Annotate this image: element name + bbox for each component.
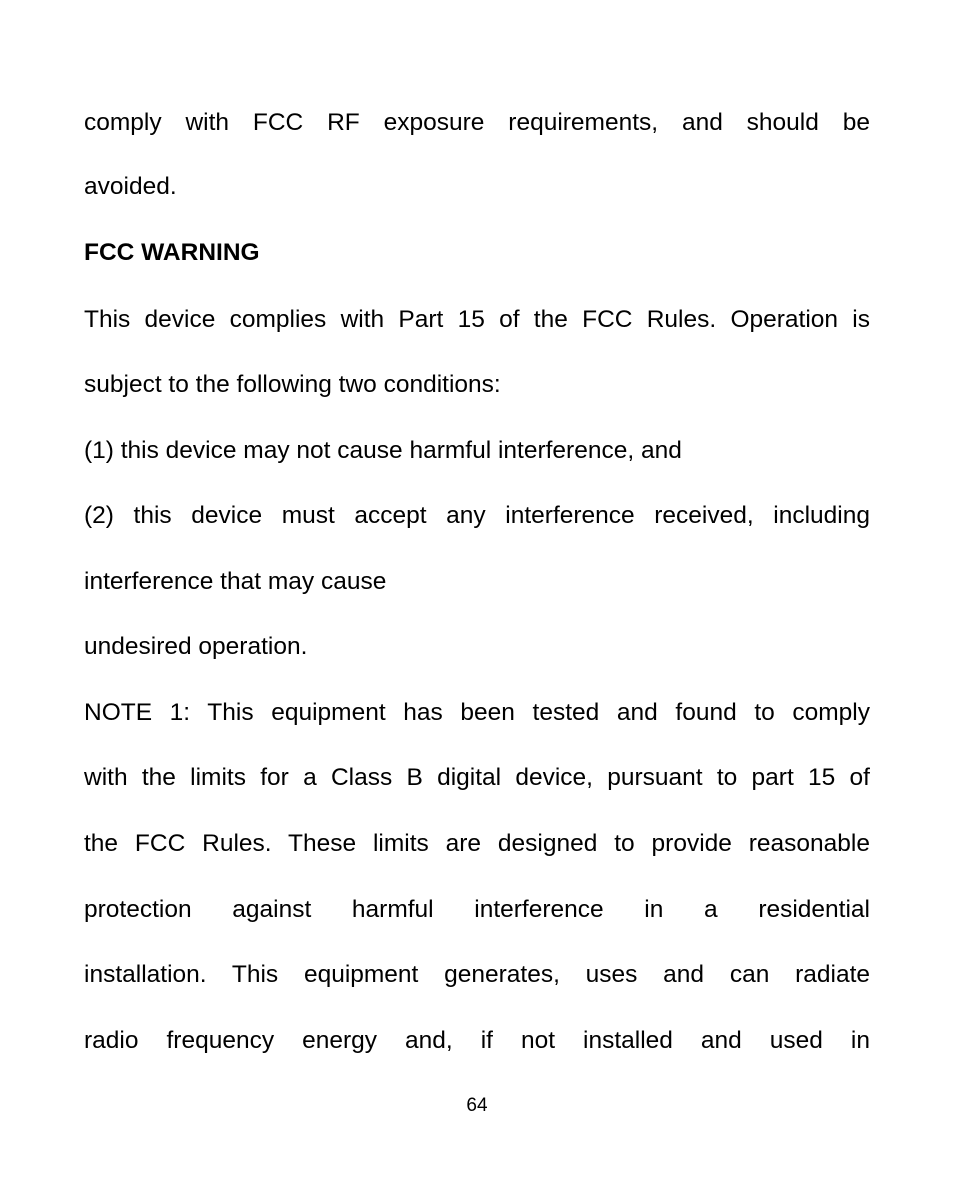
condition-item: (1) this device may not cause harmful interference, and: [84, 437, 682, 464]
condition-item: (2) this device must accept any interference received, including: [84, 502, 870, 529]
paragraph-line: This device complies with Part 15 of the FCC Rules. Operation is: [84, 306, 870, 333]
note-line: protection against harmful interference in a residential: [84, 896, 870, 923]
note-line: NOTE 1: This equipment has been tested and found to comply: [84, 699, 870, 726]
section-heading: FCC WARNING: [84, 239, 260, 266]
paragraph-line: interference that may cause: [84, 568, 387, 595]
paragraph-line: comply with FCC RF exposure requirements, and should be: [84, 109, 870, 136]
paragraph-line: undesired operation.: [84, 633, 308, 660]
note-line: with the limits for a Class B digital device, pursuant to part 15 of: [84, 764, 870, 791]
note-line: installation. This equipment generates, uses and can radiate: [84, 961, 870, 988]
note-line: the FCC Rules. These limits are designed to provide reasonable: [84, 830, 870, 857]
page-number: 64: [466, 1095, 488, 1116]
note-line: radio frequency energy and, if not installed and used in: [84, 1027, 870, 1054]
paragraph-line: avoided.: [84, 173, 177, 200]
paragraph-line: subject to the following two conditions:: [84, 371, 501, 398]
